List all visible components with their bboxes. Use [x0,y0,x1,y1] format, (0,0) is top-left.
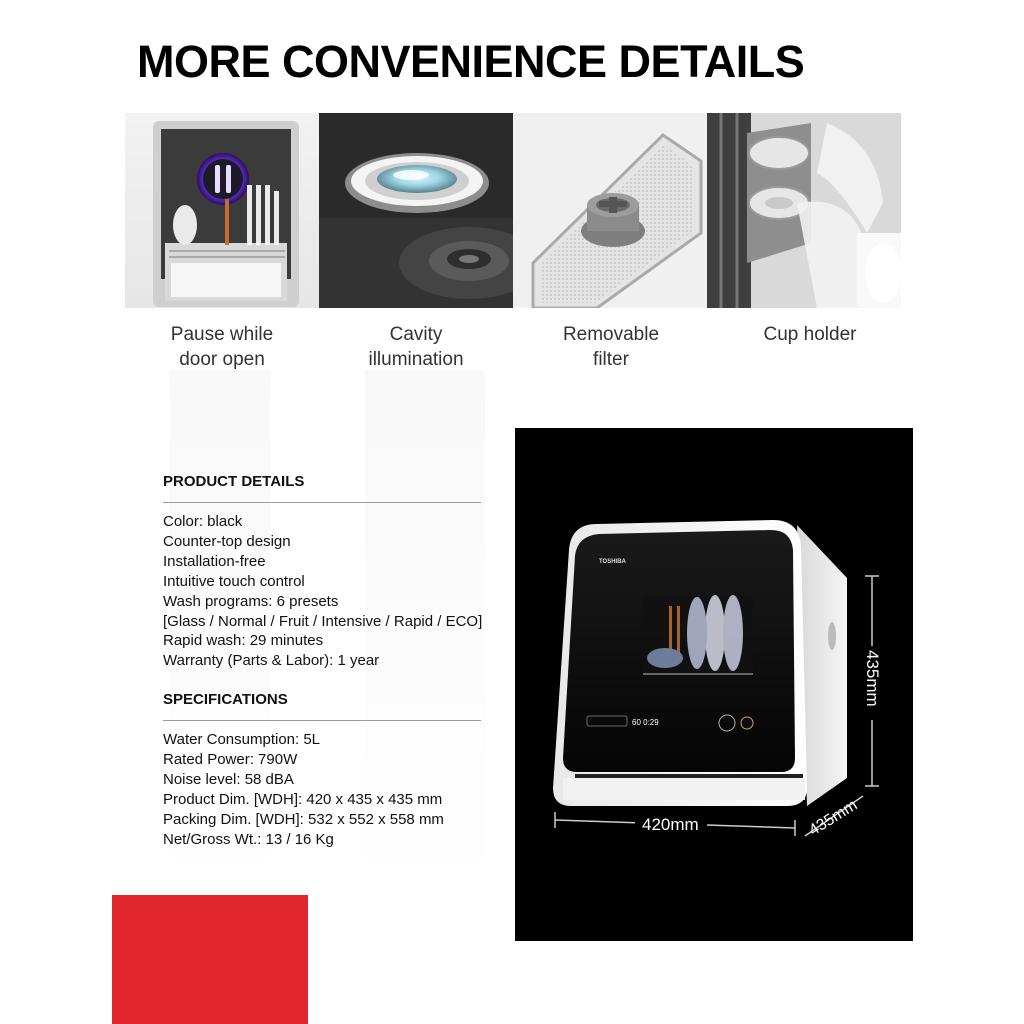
list-item: Warranty (Parts & Labor): 1 year [163,652,380,670]
list-item: Net/Gross Wt.: 13 / 16 Kg [163,830,334,848]
product-image-panel [515,428,913,941]
list-item: [Glass / Normal / Fruit / Intensive / Rapid / ECO] [163,612,483,630]
control-display: 60 0:29 [632,718,659,727]
divider [163,720,481,721]
feature-caption: Pause while door open [170,324,274,370]
product-details-list [163,512,482,671]
depth-dimension: 435mm [806,796,861,840]
feature-photo-cup-holder [707,113,901,308]
list-item: Wash programs: 6 presets [163,592,339,610]
specifications-list [163,730,444,849]
feature-photo-filter [513,113,707,308]
cavity-light-icon [319,113,513,308]
list-item: Counter-top design [163,532,291,550]
feature-photo-door-open [125,113,319,308]
feature-caption: Cup holder [763,324,857,345]
page-headline: MORE CONVENIENCE DETAILS [137,36,805,87]
feature-caption: Cavity illumination [368,324,464,370]
width-dimension: 420mm [642,815,699,834]
list-item: Noise level: 58 dBA [163,770,294,788]
height-dimension: 435mm [863,650,882,707]
list-item: Rated Power: 790W [163,750,298,768]
list-item: Intuitive touch control [163,572,305,590]
list-item: Installation-free [163,552,266,570]
feature-photo-cavity-light [319,113,513,308]
feature-gallery [125,113,902,308]
feature-caption: Removable filter [562,324,660,370]
red-accent-block [112,895,308,1024]
dishwasher-illustration [515,428,913,941]
specifications-title: SPECIFICATIONS [163,691,288,708]
cup-holder-icon [707,113,901,308]
list-item: Water Consumption: 5L [163,731,321,748]
list-item: Packing Dim. [WDH]: 532 x 552 x 558 mm [163,810,444,828]
product-details-title: PRODUCT DETAILS [163,473,305,490]
brand-logo: TOSHIBA [599,559,626,565]
list-item: Rapid wash: 29 minutes [163,632,324,650]
list-item: Color: black [163,513,243,530]
door-open-pause-icon [125,113,319,308]
divider [163,502,481,503]
list-item: Product Dim. [WDH]: 420 x 435 x 435 mm [163,790,443,808]
filter-icon [513,113,707,308]
